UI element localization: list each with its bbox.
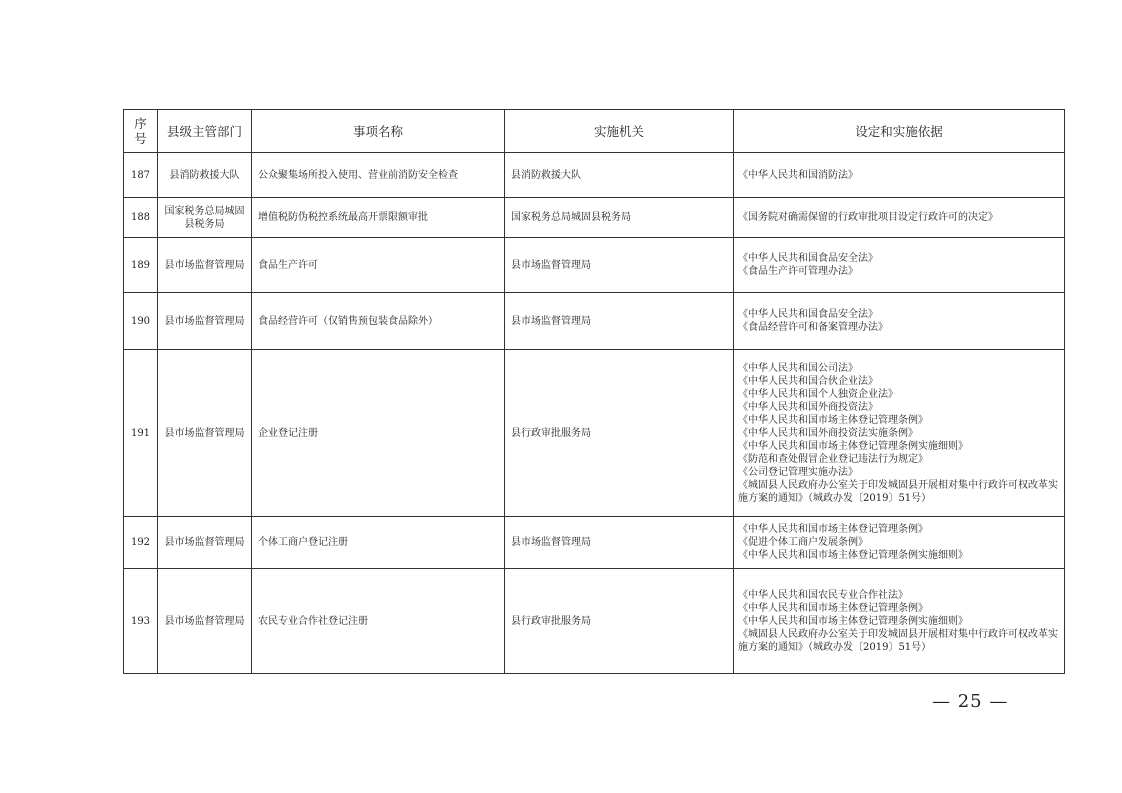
basis-line: 《中华人民共和国合伙企业法》	[738, 375, 878, 387]
row-no: 187	[124, 153, 158, 198]
row-basis	[734, 569, 1065, 674]
basis-line: 《中华人民共和国公司法》	[738, 362, 858, 374]
basis-line: 《食品生产许可管理办法》	[738, 266, 858, 277]
basis-line: 《公司登记管理实施办法》	[738, 466, 858, 478]
row-no: 193	[124, 569, 158, 674]
basis-line: 《促进个体工商户发展条例》	[738, 537, 868, 548]
table-row	[124, 293, 1065, 350]
table-row	[124, 350, 1065, 517]
row-item: 增值税防伪税控系统最高开票限额审批	[252, 198, 505, 238]
header-no: 序号	[124, 110, 158, 153]
row-basis	[734, 198, 1065, 238]
basis-line: 《食品经营许可和备案管理办法》	[738, 322, 888, 333]
row-no: 188	[124, 198, 158, 238]
row-basis	[734, 238, 1065, 293]
row-basis	[734, 293, 1065, 350]
row-basis	[734, 517, 1065, 569]
basis-line: 《国务院对确需保留的行政审批项目设定行政许可的决定》	[738, 212, 998, 223]
row-basis	[734, 153, 1065, 198]
table-row	[124, 517, 1065, 569]
table-row	[124, 198, 1065, 238]
row-item: 个体工商户登记注册	[252, 517, 505, 569]
basis-line: 《中华人民共和国外商投资法实施条例》	[738, 427, 918, 439]
basis-line: 《中华人民共和国农民专业合作社法》	[738, 589, 908, 601]
row-agency: 县行政审批服务局	[505, 350, 734, 517]
row-agency: 国家税务总局城固县税务局	[505, 198, 734, 238]
row-dept: 县市场监督管理局	[158, 238, 252, 293]
row-item: 公众聚集场所投入使用、营业前消防安全检查	[252, 153, 505, 198]
row-agency: 县消防救援大队	[505, 153, 734, 198]
row-dept: 县市场监督管理局	[158, 517, 252, 569]
header-item: 事项名称	[252, 110, 505, 153]
row-dept: 县市场监督管理局	[158, 293, 252, 350]
basis-line: 《中华人民共和国食品安全法》	[738, 309, 878, 320]
basis-line: 《中华人民共和国个人独资企业法》	[738, 388, 898, 400]
basis-line: 《中华人民共和国市场主体登记管理条例实施细则》	[738, 440, 968, 452]
row-no: 192	[124, 517, 158, 569]
table-row	[124, 569, 1065, 674]
basis-line: 《中华人民共和国市场主体登记管理条例实施细则》	[738, 615, 968, 627]
row-item: 食品经营许可（仅销售预包装食品除外）	[252, 293, 505, 350]
header-agency: 实施机关	[505, 110, 734, 153]
row-item: 食品生产许可	[252, 238, 505, 293]
row-agency: 县市场监督管理局	[505, 293, 734, 350]
table-row	[124, 238, 1065, 293]
row-item: 农民专业合作社登记注册	[252, 569, 505, 674]
row-agency: 县行政审批服务局	[505, 569, 734, 674]
basis-line: 《中华人民共和国市场主体登记管理条例》	[738, 524, 928, 535]
basis-line: 《中华人民共和国外商投资法》	[738, 401, 878, 413]
row-agency: 县市场监督管理局	[505, 238, 734, 293]
row-basis	[734, 350, 1065, 517]
row-dept: 县市场监督管理局	[158, 350, 252, 517]
basis-line: 《中华人民共和国消防法》	[738, 169, 858, 181]
basis-line: 《中华人民共和国市场主体登记管理条例》	[738, 414, 928, 426]
row-no: 190	[124, 293, 158, 350]
page-number: — 25 —	[932, 691, 1009, 712]
header-basis: 设定和实施依据	[734, 110, 1065, 153]
basis-line: 《中华人民共和国市场主体登记管理条例实施细则》	[738, 550, 968, 561]
header-dept: 县级主管部门	[158, 110, 252, 153]
row-no: 189	[124, 238, 158, 293]
basis-line: 《城固县人民政府办公室关于印发城固县开展相对集中行政许可权改革实施方案的通知》（城政办发〔2019〕51号）	[738, 628, 1058, 653]
basis-line: 《防范和查处假冒企业登记违法行为规定》	[738, 453, 928, 465]
basis-line: 《中华人民共和国市场主体登记管理条例》	[738, 602, 928, 614]
row-no: 191	[124, 350, 158, 517]
row-dept: 国家税务总局城固县税务局	[158, 198, 252, 238]
basis-line: 《中华人民共和国食品安全法》	[738, 253, 878, 264]
basis-line: 《城固县人民政府办公室关于印发城固县开展相对集中行政许可权改革实施方案的通知》（城政办发〔2019〕51号）	[738, 479, 1058, 504]
row-dept: 县消防救援大队	[158, 153, 252, 198]
row-item: 企业登记注册	[252, 350, 505, 517]
table-row	[124, 153, 1065, 198]
row-agency: 县市场监督管理局	[505, 517, 734, 569]
permits-table	[123, 109, 1065, 674]
row-dept: 县市场监督管理局	[158, 569, 252, 674]
table-header-row	[124, 110, 1065, 153]
